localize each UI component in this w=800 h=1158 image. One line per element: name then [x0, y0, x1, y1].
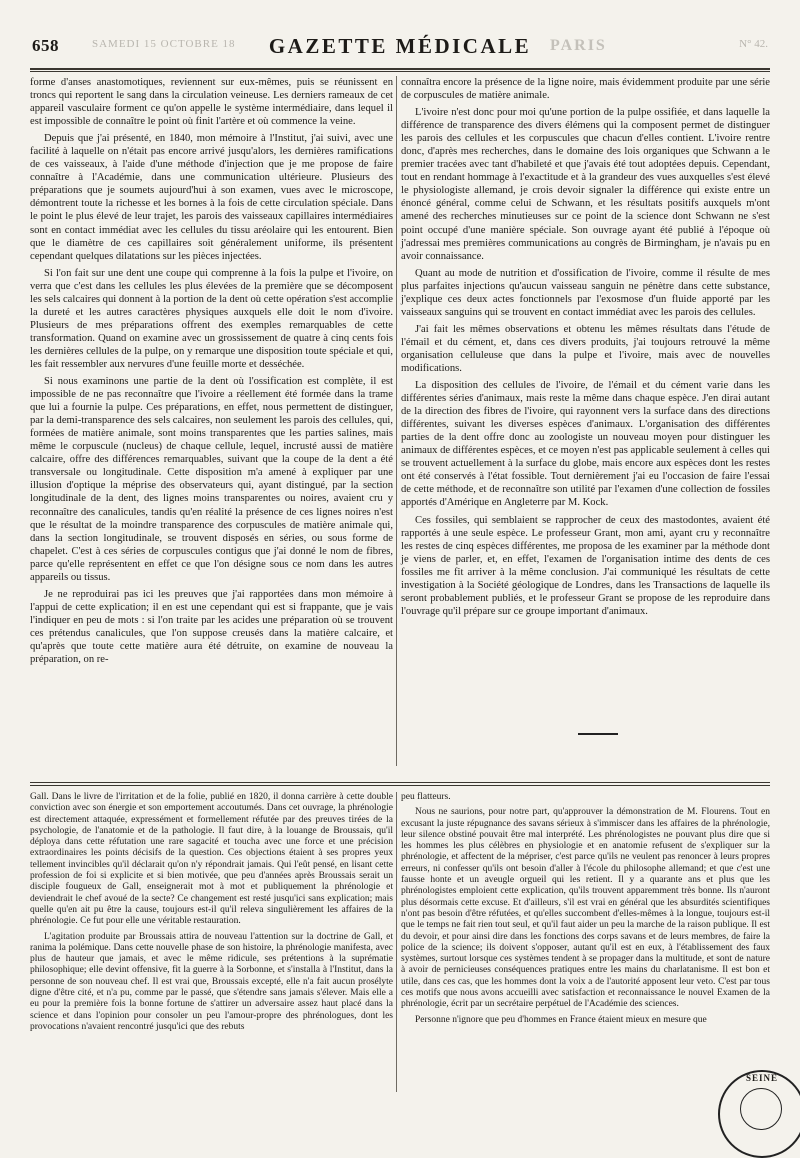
feuilleton-rule-thin	[30, 785, 770, 786]
bleed-through-text-right: PARIS	[550, 37, 607, 54]
column-divider	[396, 76, 397, 766]
feuilleton-rule	[30, 782, 770, 783]
paragraph: Si l'on fait sur une dent une coupe qui comprenne à la fois la pulpe et l'ivoire, on verra que c'est dans les cellules les plus élevées de la première que se décomposent les sels calcaires qui donnent à la portion de la dent où cette opération s'est accomplie la dureté et les autres caractères physiques auxquels elle doit le nom d'ivoire. Plusieurs de mes préparations offrent des exemples remarquables de cette transformation. Quand on examine avec un grossissement de quatre à cinq cents fois les dernières cellules de la pulpe, on y remarque une disposition toute spéciale et qui, les fait ressembler aux nervures d'une feuille morte et desséchée.	[30, 267, 393, 370]
paragraph: connaîtra encore la présence de la ligne noire, mais évidemment produite par une série de corpuscules de matière animale.	[401, 77, 770, 102]
page-number: 658	[32, 36, 59, 55]
paragraph: Je ne reproduirai pas ici les preuves que j'ai rapportées dans mon mémoire à l'appui de cette explication; il en est une cependant qui est si frappante, que je vais l'indiquer en peu de mots : si l'on traite par les acides une préparation où se trouvent ces prétendus canalicules, que l'on suppose creusés dans la matière calcaire, et qu'après que toute cette matière aura été détruite, on examine de nouveau la préparation, on re-	[30, 588, 393, 666]
stamp-text: SEINE	[746, 1073, 779, 1083]
paragraph: Quant au mode de nutrition et d'ossification de l'ivoire, comme il résulte de mes plus parfaites injections qu'aucun vaisseau sanguin ne pénètre dans cette substance, j'explique ces deux actes fonctionnels par l'exosmose d'un fluide apporté par les vaisseaux sanguins qui se trouvent en contact immédiat avec les parois des cellules.	[401, 267, 770, 318]
header-rule	[30, 68, 770, 70]
feuilleton-column-right	[401, 792, 770, 1030]
paragraph: L'ivoire n'est donc pour moi qu'une portion de la pulpe ossifiée, et dans laquelle la différence de transparence des divers élémens qui la composent permet de distinguer les parois des cellules et les corpuscules que chacun d'elles contient. L'ivoire rentre donc, d'après mes recherches, dans le domaine des lois organiques que Schwann a le premier tracées avec tant d'habileté et que j'avais été tout adoptées depuis. Cependant, tout en rendant hommage à l'exactitude et à la grandeur des vues auxquelles s'est élevé le physiologiste allemand, je crois devoir signaler la différence qui existe entre un énoncé général, comme celui de Schwann, et les résultats positifs auxquels m'ont amené des recherches minutieuses sur ce point de la science dont Schwann ne s'est point occupé d'une manière spéciale. Son ouvrage ayant été publié à l'époque où j'adressai mes premières communications au congrès de Birmingham, je n'avais pu en avoir connaissance.	[401, 107, 770, 262]
paragraph: Depuis que j'ai présenté, en 1840, mon mémoire à l'Institut, j'ai suivi, avec une facilité à laquelle on n'était pas encore arrivé jusqu'alors, les dernières ramifications de ces vaisseaux, à l'aide d'une méthode d'injection que je me propose de faire connaître à l'Académie, dans une communication ultérieure. Plusieurs des préparations que je soumets aujourd'hui à son examen, vues avec le microscope, démontrent toute la richesse et les bornes à la fois de cette circulation spéciale. Dans le point le plus élevé de leur trajet, les parois des vaisseaux capillaires intermédiaires sont en contact immédiat avec les cellules du tissu aréolaire qui les entourent. Bien que le diamètre de ces capillaires soit généralement uniforme, ils présentent cependant quelques dilatations sur les pièces injectées.	[30, 133, 393, 262]
paragraph: Nous ne saurions, pour notre part, qu'approuver la démonstration de M. Flourens. Tout en excusant la juste répugnance des savans sérieux à s'immiscer dans les affaires de la phrénologie, leur silence obstiné pouvait être mal interprété. Les phrénologistes ne pouvant plus dire que si les hommes les plus célèbres en physiologie et en anatomie refusent de s'expliquer sur la phrénologie, et affectent de la mépriser, c'est parce qu'ils ne veulent pas renoncer à leurs propres erreurs, ni confesser qu'ils ont besoin d'aller à l'école du philosophe allemand; et que c'est une fausse honte et un aveugle orgueil qui les retient. Il y a quarante ans et plus que les phrénologistes emploient cette explication, qu'ils trouvent apparemment très bonne. Ils n'auront plus désormais cette excuse. Et d'ailleurs, s'il est vrai en général que les absurdités scientifiques n'ont pas besoin d'être réfutées, et qu'elles succombent d'elles-mêmes à la longue, toujours est-il que le temps ne fait rien tout seul, et qu'il faut aider un peu la marche de la raison publique. Il est du devoir, et pour ainsi dire dans les fonctions des corps savans et de leurs membres, de faire la police de la science; ils doivent s'opposer, autant qu'il est en eux, à l'établissement des faux systèmes, surtout lorsque ces systèmes tendent à se propager dans la multitude, et sont de nature à avoir de pernicieuses conséquences pratiques entre les mains du charlatanisme. Il est bon et utile, dans ces cas, que les hommes dont la voix a de l'autorité apposent leur veto. C'est par tous ces motifs que nous avons accueilli avec satisfaction et reconnaissance le nouvel Examen de la phrénologie, écrit par un secrétaire perpétuel de l'Académie des sciences.	[401, 807, 770, 1010]
library-stamp-inner	[740, 1088, 782, 1130]
paragraph: J'ai fait les mêmes observations et obtenu les mêmes résultats dans l'étude de l'émail et du cément, et, dans ces divers produits, j'ai toujours retrouvé la même organisation celluleuse que dans la pulpe et l'ivoire, mais avec de nouvelles modifications.	[401, 323, 770, 374]
paragraph: La disposition des cellules de l'ivoire, de l'émail et du cément varie dans les différentes séries d'animaux, mais reste la même dans chaque espèce. J'en dirai autant de la direction des fibres de l'ivoire, qui rayonnent vers la surface dans des directions différentes, suivant les diverses espèces d'animaux. L'organisation des différentes parties de la dent offre donc au zoologiste un nouveau moyen pour distinguer les animaux de différentes espèces, et ce moyen n'est pas applicable seulement à celles qui se trouvent actuellement à la surface du globe, mais encore aux espèces dont les restes ont été conservés à l'état fossible. Tout dernièrement j'ai eu l'occasion de faire l'essai de cette méthode, et de reconnaître son utilité par l'examen d'une collection de fossiles apportés d'Amérique en Angleterre par M. Kock.	[401, 380, 770, 509]
header-rule-thin	[30, 71, 770, 72]
paragraph: L'agitation produite par Broussais attira de nouveau l'attention sur la doctrine de Gall, et ranima la polémique. Dans cette nouvelle phase de son histoire, la phrénologie manifesta, avec plus de hauteur que jamais, et avec le même ridicule, ses prétentions à la suprématie philosophique; elle devint offensive, fit la guerre à la Sorbonne, et s'installa à l'Institut, dans la personne de son nouveau chef. Il est vrai que, Broussais excepté, elle n'a fait aucun prosélyte digne d'être cité, et n'a pu, comme par le passé, que s'étendre sans jamais s'élever. Mais elle a eu pour la première fois la bonne fortune de s'attirer un adversaire assez haut placé dans la science et dans l'opinion pour consoler un peu l'amour-propre des phrénologues, dont les provocations n'avaient rencontré jusqu'ici que des rebuts	[30, 931, 393, 1032]
issue-label: N° 42.	[739, 38, 768, 50]
article-column-right	[401, 76, 770, 622]
paragraph: peu flatteurs.	[401, 792, 451, 802]
paragraph: forme d'anses anastomotiques, reviennent sur eux-mêmes, puis se réunissent en troncs qui reportent le sang dans la circulation veineuse. Les derniers rameaux de cet appareil vasculaire forment ce qu'on appelle le système intermédiaire, dans lequel il est impossible de connaître le point où finit l'artère et où commence la veine.	[30, 77, 393, 128]
paragraph: Ces fossiles, qui semblaient se rapprocher de ceux des mastodontes, avaient été rapportés à une seule espèce. Le professeur Grant, mon ami, ayant cru y reconnaître les restes de cinq espèces différentes, me proposa de les examiner par la méthode dont je viens de parler, et, en effet, l'examen de l'organisation intime des dents de ces fossiles me fit arriver à la même conclusion. J'ai communiqué les résultats de cette investigation à la Société géologique de Londres, dans les Transactions de laquelle ils seront probablement publiés, et le professeur Grant se propose de les reproduire dans l'ouvrage qu'il prépare sur ce groupe important d'animaux.	[401, 514, 770, 617]
page-header	[30, 34, 770, 60]
paragraph: Personne n'ignore que peu d'hommes en France étaient mieux en mesure que	[415, 1014, 707, 1025]
paragraph: Si nous examinons une partie de la dent où l'ossification est complète, il est impossible de ne pas reconnaître que l'ivoire a réellement été formée dans la trame que lui a fournie la pulpe. Ces préparations, en effet, nous permettent de distinguer, par la demi-transparence des sels calcaires, non seulement les parois des cellules, qui, formées de matière animale, sont moins transparentes que les parties salines, mais même le corpuscule (nucleus) de chaque cellule, lequel, incrusté aussi de matière calcaire, offre des différences remarquables, suivant que la coupe de la dent a été transversale ou longitudinale. Cette disposition m'a amené à expliquer par une illusion d'optique la méprise des observateurs qui, ayant distingué, par la section longitudinale de la dent, des lignes moins transparentes ou noires, avaient cru y reconnaître des canalicules, tandis qu'en réalité la présence de ces lignes noires n'est que le résultat de la moindre transparence des corpuscules de matière animale qui, dans la section longitudinale, se trouvent disposés en séries, ou sous forme de chapelet. C'est à ces séries de corpuscules contigus que j'ai donné le nom de fibres, parce qu'elle représentent en effet ce que l'on désigne sous ce nom dans les autres appareils ou tissus.	[30, 376, 393, 583]
article-column-left	[30, 76, 393, 670]
article-end-rule	[578, 733, 618, 735]
paragraph: Gall. Dans le livre de l'irritation et de la folie, publié en 1820, il donna carrière à cette double conviction avec son énergie et son emportement accoutumés. Dans cet ouvrage, la phrénologie est directement attaquée, expressément et formellement réfutée par des preuves tirées de la psychologie, de l'anatomie et de la pathologie. Il faut dire, à la louange de Broussais, qu'il déploya dans cette réfutation une rare sagacité et toucha avec une force et une précision extraordinaires les points décisifs de la question. Ces objections étaient à ses propres yeux tellement invincibles qu'il déclarait qu'on n'y répondrait jamais. Qui l'eût pensé, en lisant cette profession de foi si explicite et si bien motivée, que peu d'années après Broussais serait un disciple fougueux de Gall, enseignerait mot à mot et publiquement la phrénologie et deviendrait le chef avoué de la secte? Ce changement est resté jusqu'ici sans explication; mais quelle qu'en ait pu être la cause, toujours est-il qu'il releva singulièrement les affaires de la phrénologie. Ce fut pour elle une véritable restauration.	[30, 792, 393, 927]
masthead-title: GAZETTE MÉDICALE	[268, 34, 532, 58]
feuilleton-column-left	[30, 792, 393, 1037]
bleed-through-text: SAMEDI 15 OCTOBRE 18	[92, 38, 236, 50]
column-divider	[396, 792, 397, 1092]
